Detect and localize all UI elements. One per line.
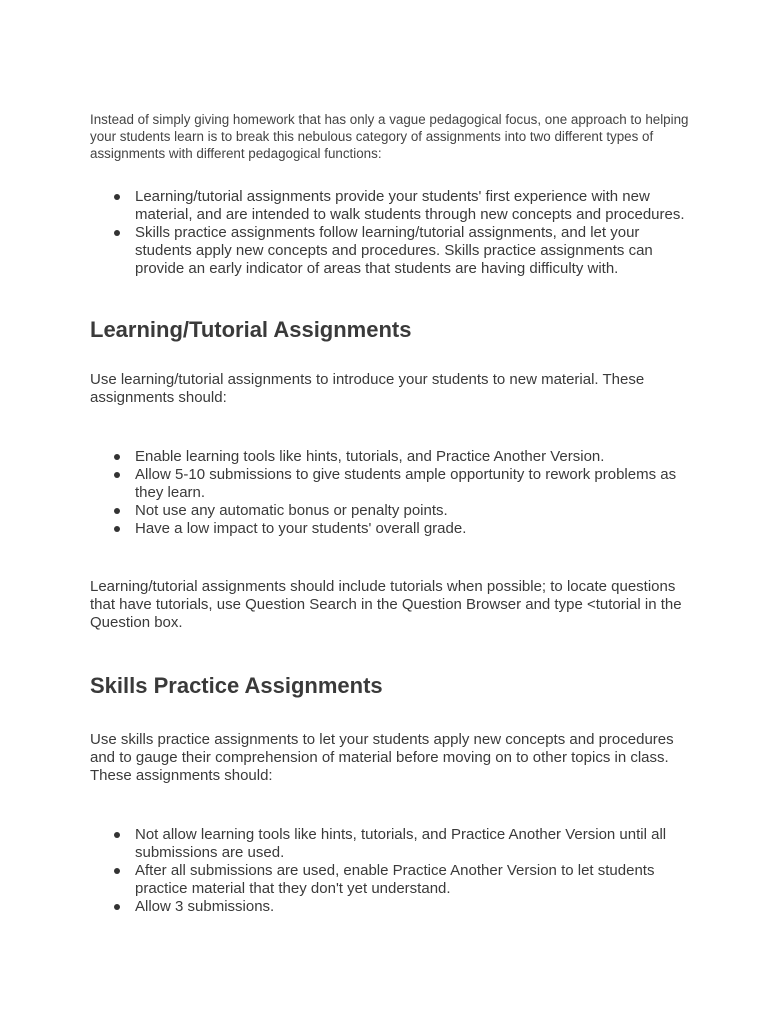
list-item: Allow 3 submissions. [90, 898, 690, 916]
list-item: Enable learning tools like hints, tutorials, and Practice Another Version. [90, 448, 690, 466]
skills-lead-paragraph: Use skills practice assignments to let your students apply new concepts and procedures and to gauge their comprehension of material before moving on to other topics in class. These assignments should: [90, 731, 674, 784]
learning-lead-paragraph: Use learning/tutorial assignments to introduce your students to new material. These assignments should: [90, 371, 645, 406]
learning-criteria-list [90, 448, 690, 538]
list-item: Not use any automatic bonus or penalty points. [90, 502, 690, 520]
list-item: Skills practice assignments follow learning/tutorial assignments, and let your students apply new concepts and procedures. Skills practice assignments can provide an early indicator of areas that students are having difficulty with. [90, 224, 690, 278]
document-content [90, 111, 690, 916]
assignment-types-list [90, 188, 690, 278]
section-heading-skills: Skills Practice Assignments [90, 673, 383, 698]
list-item: After all submissions are used, enable Practice Another Version to let students practice material that they don't yet understand. [90, 862, 690, 898]
skills-criteria-list [90, 826, 690, 916]
list-item: Learning/tutorial assignments provide your students' first experience with new material, and are intended to walk students through new concepts and procedures. [90, 188, 690, 224]
intro-paragraph: Instead of simply giving homework that has only a vague pedagogical focus, one approach to helping your students learn is to break this nebulous category of assignments into two different types of assignments with different pedagogical functions: [90, 112, 689, 161]
list-item: Allow 5-10 submissions to give students ample opportunity to rework problems as they learn. [90, 466, 690, 502]
list-item: Have a low impact to your students' overall grade. [90, 520, 690, 538]
section-heading-learning: Learning/Tutorial Assignments [90, 317, 412, 342]
learning-note-paragraph: Learning/tutorial assignments should include tutorials when possible; to locate questions that have tutorials, use Question Search in the Question Browser and type <tutorial in the Question box. [90, 578, 682, 631]
list-item: Not allow learning tools like hints, tutorials, and Practice Another Version until all submissions are used. [90, 826, 690, 862]
